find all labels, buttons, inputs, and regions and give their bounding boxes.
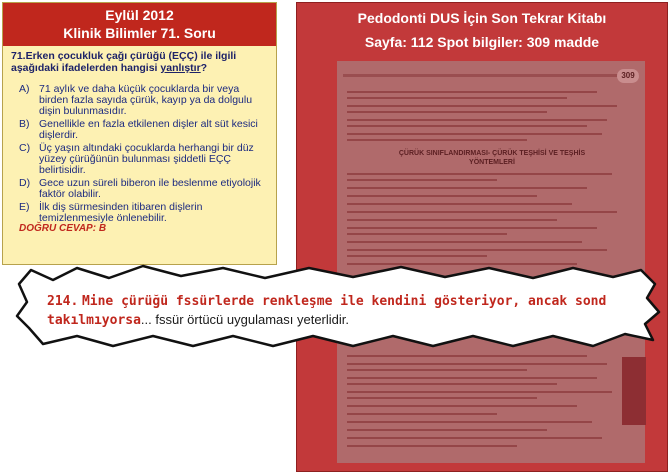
option-key: D) <box>19 177 31 189</box>
option-text: Genellikle en fazla etkilenen dişler alt süt kesici dişlerdir. <box>39 118 258 141</box>
text-line <box>347 195 537 197</box>
text-line <box>347 203 572 205</box>
option-text: İlk diş sürmesinden itibaren dişlerin temizlenmesiyle önlenebilir. <box>39 201 203 224</box>
book-title: Pedodonti DUS İçin Son Tekrar Kitabı <box>357 10 607 26</box>
option-d <box>11 178 268 200</box>
text-line <box>347 377 597 379</box>
section-title-line2: YÖNTEMLERİ <box>469 159 515 166</box>
text-line <box>347 397 537 399</box>
option-key: B) <box>19 118 30 130</box>
option-text: Üç yaşın altındaki çocuklarda herhangi bir düz yüzey çürüğünün bulunması şiddetli EÇÇ belirtisidir. <box>39 142 254 176</box>
text-line <box>347 139 527 141</box>
option-key: E) <box>19 201 30 213</box>
text-line <box>347 249 607 251</box>
text-line <box>347 211 617 213</box>
text-line <box>347 219 557 221</box>
text-line <box>347 105 617 107</box>
option-text: 71 aylık ve daha küçük çocuklarda bir veya birden fazla sayıda çürük, kayıp ya da dolgulu dişin bulunmasıdır. <box>39 83 253 117</box>
text-line <box>347 429 547 431</box>
page-header-rule <box>343 74 639 77</box>
question-stem-underlined: yanlıştır <box>160 62 201 74</box>
option-key: A) <box>19 83 30 95</box>
text-line <box>347 421 592 423</box>
callout-text <box>47 292 647 330</box>
text-line <box>347 119 607 121</box>
question-body <box>3 46 276 224</box>
text-line <box>347 241 582 243</box>
text-line <box>347 363 607 365</box>
text-line <box>347 173 612 175</box>
callout-bubble <box>13 262 664 350</box>
page-top-bar <box>343 69 639 83</box>
option-text: Gece uzun süreli biberon ile beslenme etiyolojik faktör olabilir. <box>39 177 261 200</box>
question-card <box>2 2 277 265</box>
text-line <box>347 227 597 229</box>
text-line <box>347 391 612 393</box>
option-b <box>11 119 268 141</box>
callout-number: 214. <box>47 294 79 309</box>
section-title <box>397 149 587 167</box>
exam-date: Eylül 2012 <box>105 7 174 23</box>
text-line <box>347 437 602 439</box>
page-side-tab <box>622 357 646 425</box>
text-line <box>347 187 587 189</box>
text-line <box>347 91 597 93</box>
book-panel <box>296 2 668 472</box>
page-number-badge: 309 <box>617 69 639 83</box>
question-stem <box>11 50 268 74</box>
text-line <box>347 405 577 407</box>
option-c <box>11 143 268 176</box>
option-e <box>11 202 268 224</box>
option-a <box>11 84 268 117</box>
text-line <box>347 233 507 235</box>
section-title-line1: ÇÜRÜK SINIFLANDIRMASI- ÇÜRÜK TEŞHİSİ VE TEŞHİS <box>398 150 586 157</box>
text-line <box>347 255 487 257</box>
text-line <box>347 179 497 181</box>
book-header <box>297 10 667 50</box>
option-key: C) <box>19 142 31 154</box>
callout-plain: ... fssür örtücü uygulaması yeterlidir. <box>140 312 350 327</box>
text-line <box>347 383 557 385</box>
question-stem-suffix: ? <box>200 62 208 74</box>
text-line <box>347 369 527 371</box>
text-line <box>347 111 547 113</box>
question-stem-prefix: 71.Erken çocukluk çağı çürüğü (EÇÇ) ile ilgili aşağıdaki ifadelerden hangisi <box>11 50 237 74</box>
text-line <box>347 413 497 415</box>
question-card-header <box>3 3 276 46</box>
text-line <box>347 445 517 447</box>
text-line <box>347 355 587 357</box>
book-subtitle: Sayfa: 112 Spot bilgiler: 309 madde <box>364 34 600 50</box>
text-line <box>347 97 567 99</box>
callout-highlight: Mine çürüğü fssürlerde renkleşme ile kendini gösteriyor, ancak sond takılmıyorsa <box>47 294 607 328</box>
correct-answer: DOĞRU CEVAP: B <box>19 223 107 234</box>
exam-question-ref: Klinik Bilimler 71. Soru <box>63 25 216 41</box>
text-line <box>347 125 587 127</box>
text-line <box>347 133 602 135</box>
